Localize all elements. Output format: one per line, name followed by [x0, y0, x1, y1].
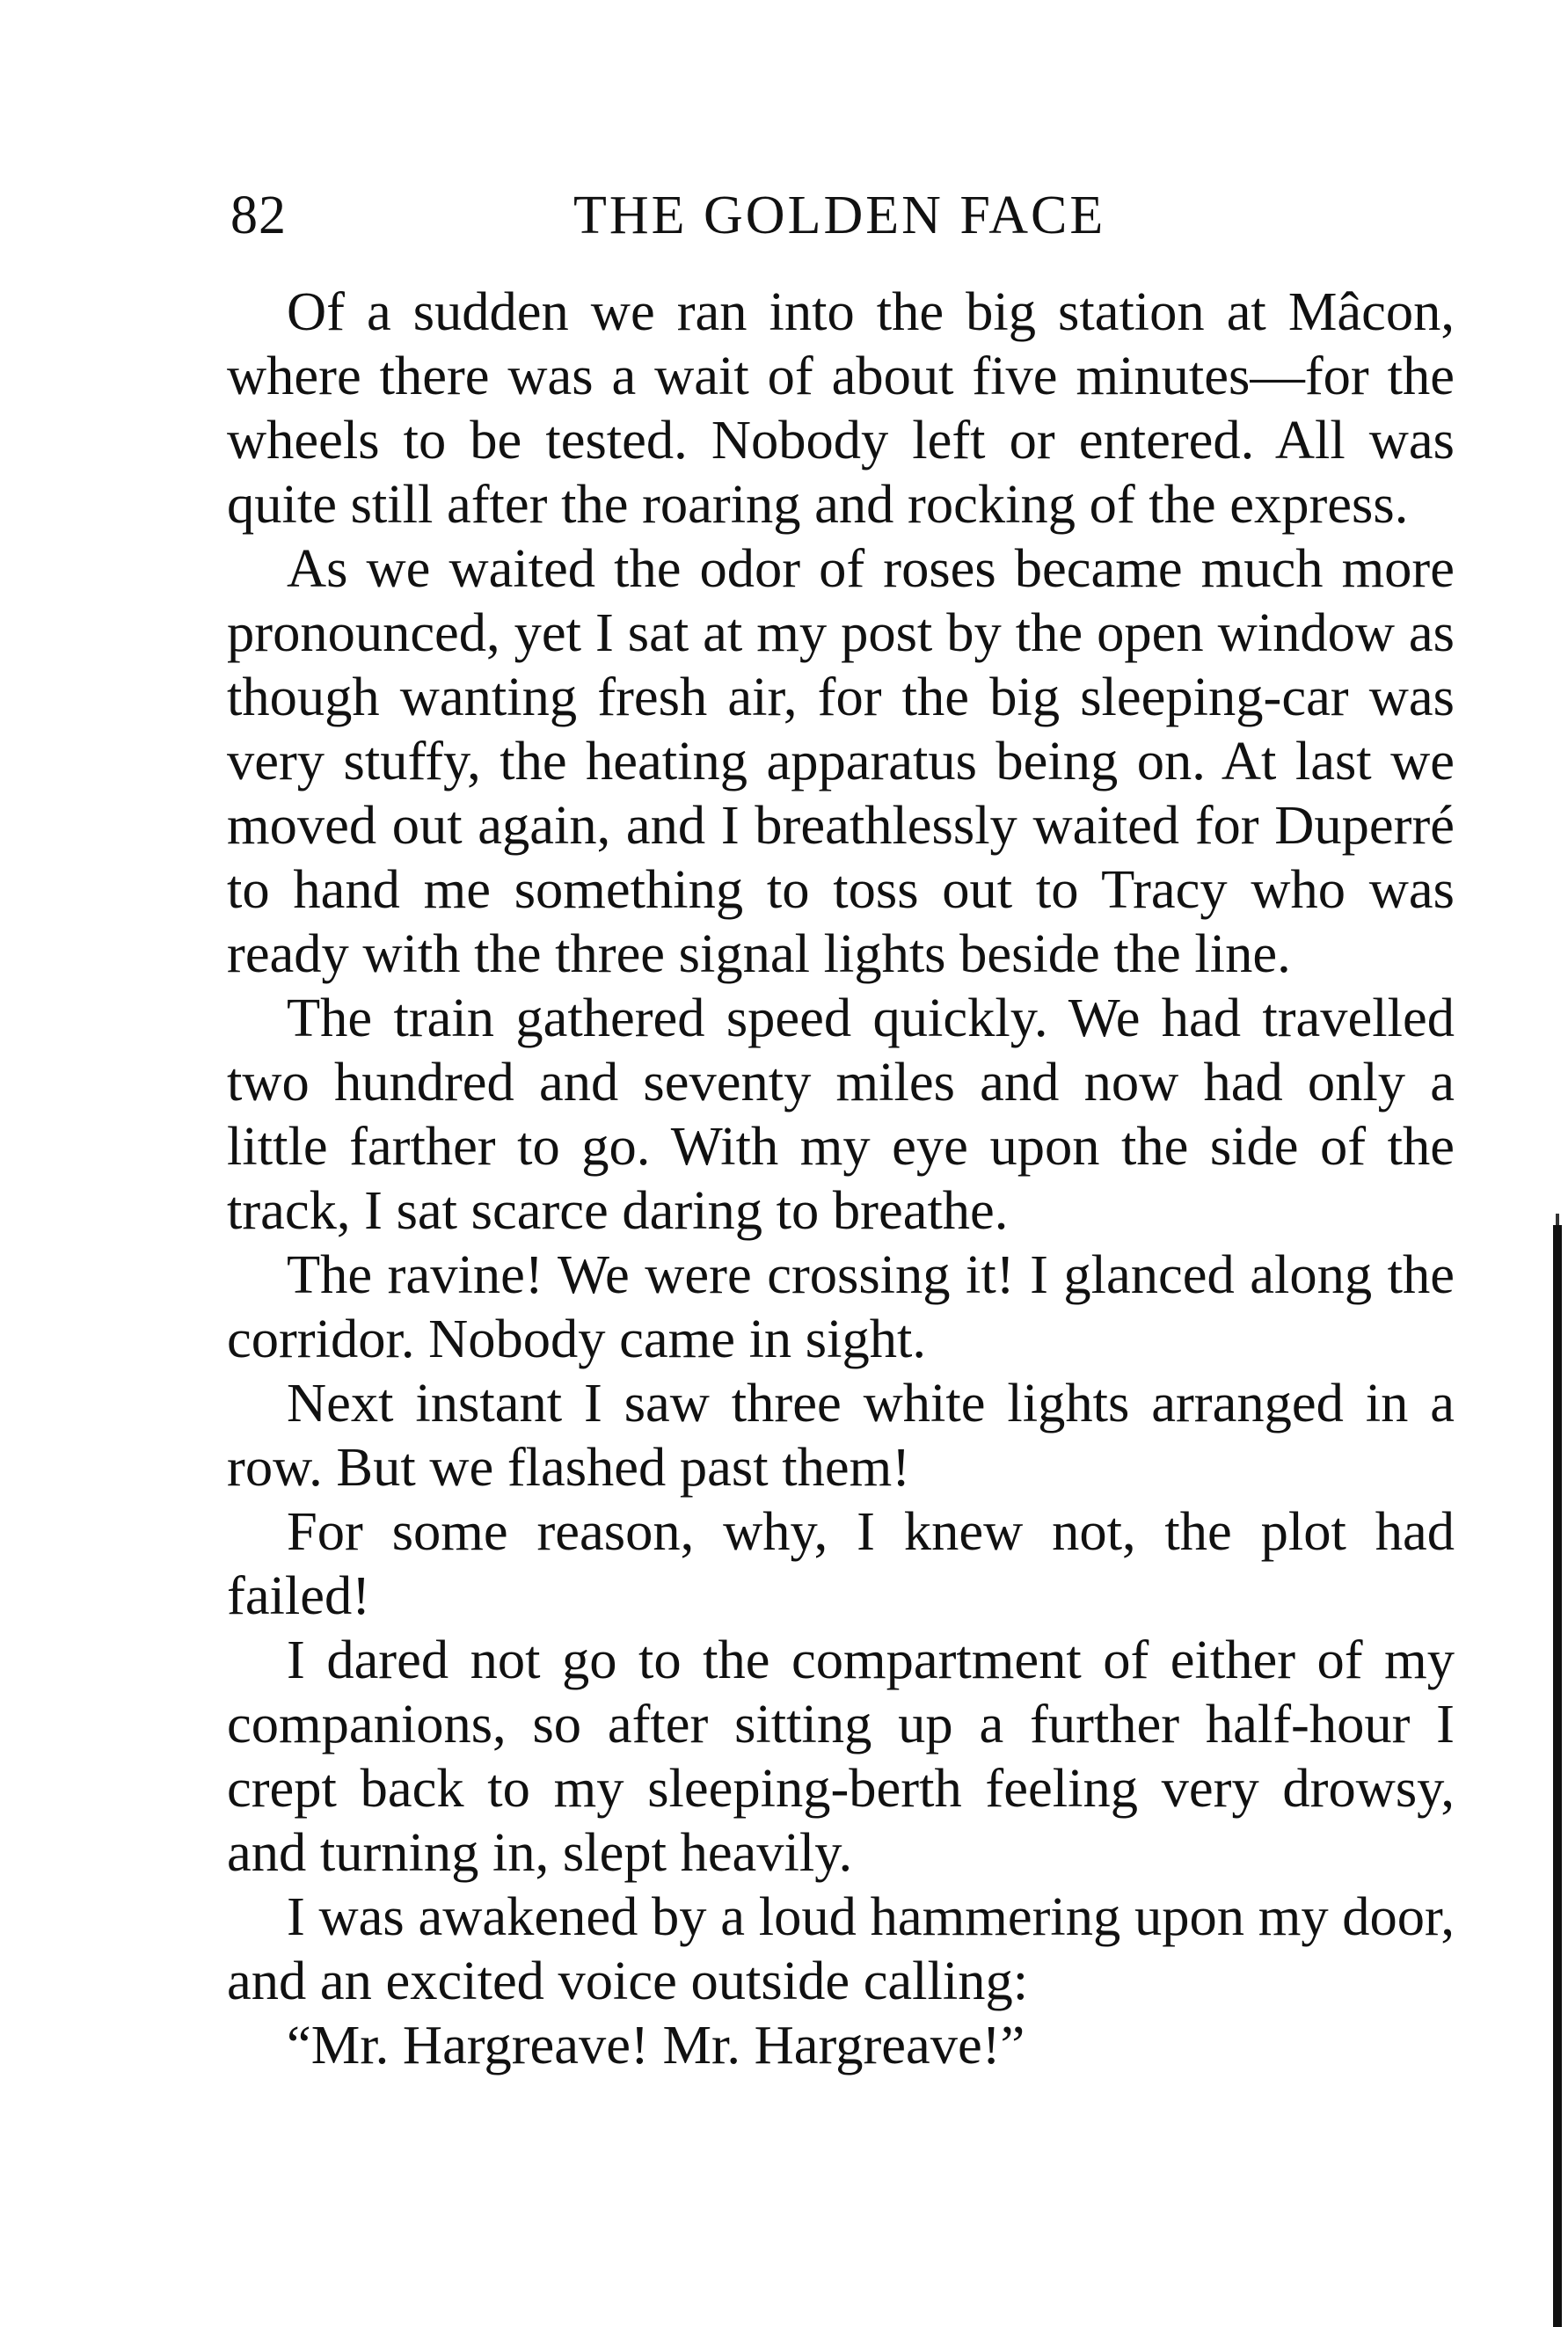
paragraph: I was awakened by a loud hammering upon my door, and an excited voice outside calling: — [227, 1886, 1455, 2011]
running-title: THE GOLDEN FACE — [573, 186, 1106, 245]
page-header — [230, 180, 1455, 251]
scan-edge-shadow — [1553, 1225, 1562, 2327]
paragraph: For some reason, why, I knew not, the plot had failed! — [227, 1500, 1455, 1626]
paragraph: Next instant I saw three white lights arranged in a row. But we flashed past them! — [227, 1372, 1455, 1498]
body-text — [227, 280, 1455, 2077]
paragraph: Of a sudden we ran into the big station at Mâcon, where there was a wait of about five minutes—for the wheels to be tested. Nobody left or entered. All was quite still after the roaring and rocking of the express. — [227, 281, 1455, 535]
page-number: 82 — [230, 186, 287, 245]
paragraph: The train gathered speed quickly. We had travelled two hundred and seventy miles and now had only a little farther to go. With my eye upon the side of the track, I sat scarce daring to breathe. — [227, 987, 1455, 1241]
paragraph: As we waited the odor of roses became much more pronounced, yet I sat at my post by the open window as though wanting fresh air, for the big sleeping-car was very stuffy, the heating apparatus being on. At last we moved out again, and I breathlessly waited for Duperré to hand me something to toss out to Tracy who was ready with the three signal lights beside the line. — [227, 537, 1455, 984]
paragraph: I dared not go to the compartment of either of my companions, so after sitting up a further half-hour I crept back to my sleeping-berth feeling very drowsy, and turning in, slept heavily. — [227, 1629, 1455, 1883]
paragraph: The ravine! We were crossing it! I glanced along the corridor. Nobody came in sight. — [227, 1244, 1455, 1369]
paragraph: “Mr. Hargreave! Mr. Hargreave!” — [287, 2014, 1025, 2075]
